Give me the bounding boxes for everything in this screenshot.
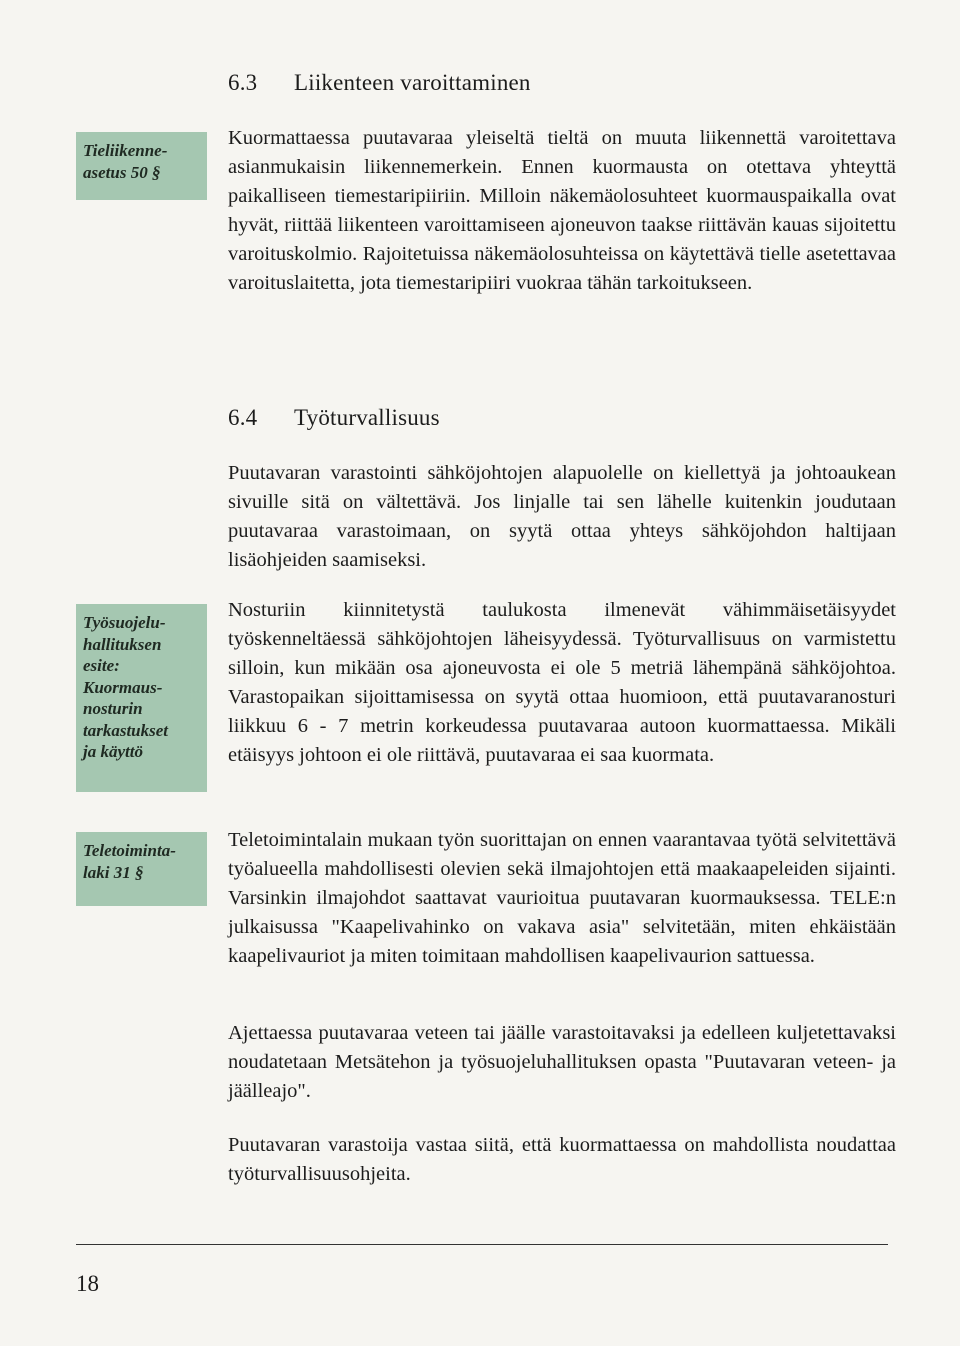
margin-note-line: ja käyttö (83, 742, 143, 761)
margin-note-line: asetus 50 § (83, 162, 161, 182)
section-number: 6.4 (228, 405, 258, 430)
paragraph-telecom-cables: Teletoimintalain mukaan työn suorittajan on ennen vaarantavaa työtä selvitettävä työalueella mahdollisesti olevien sekä ilmajohtojen että maakaapeleiden sijainti. Varsinkin ilmajohdot saattavat vaurioitua puutavaran kuormauksessa. TELE:n julkaisussa "Kaapelivahinko on vakava asia" selvitetään, miten ehkäistään kaapelivauriot ja miten toimitaan mahdollisen kaapelivaurion sattuessa. (228, 829, 896, 967)
margin-note-line: laki 31 § (83, 862, 144, 882)
margin-note-line: Kuormaus- (83, 677, 163, 697)
section-heading-6-3 (228, 70, 531, 96)
paragraph-storer-responsibility: Puutavaran varastoija vastaa siitä, että kuormattaessa on mahdollista noudattaa työturvallisuusohjeita. (228, 1134, 896, 1185)
section-heading-6-4 (228, 405, 440, 431)
section-title-text: Työturvallisuus (294, 405, 440, 430)
margin-note-safety-brochure (76, 604, 207, 792)
section-number: 6.3 (228, 70, 258, 95)
margin-note-line: Työsuojelu- (83, 613, 166, 632)
footer-rule (76, 1244, 888, 1245)
margin-note-line: esite: (83, 656, 120, 675)
margin-note-line: nosturin (83, 699, 143, 718)
paragraph-traffic-warning: Kuormattaessa puutavaraa yleiseltä tieltä on muuta liikennettä varoitettava asianmukaisin liikennemerkein. Ennen kuormausta on otettava yhteyttä paikalliseen tiemestaripiiriin. Milloin näkemäolosuhteet kuormauspaikalla ovat hyvät, riittää liikenteen varoittamiseen ajoneuvon taakse riittävän kauas sijoitettu varoituskolmio. Rajoitetuissa näkemäolosuhteissa on käytettävä tielle asetettavaa varoituslaitetta, jota tiemestaripiiri vuokraa tähän tarkoitukseen. (228, 127, 896, 294)
margin-note-line: Tieliikenne- (83, 141, 168, 160)
margin-note-telecom-act (76, 832, 207, 906)
paragraph-power-lines-storage: Puutavaran varastointi sähköjohtojen alapuolelle on kiellettyä ja johtoaukean sivuille sitä on vältettävä. Jos linjalle tai sen lähelle kuitenkin joudutaan puutavaraa varastoimaan, on syytä ottaa yhteys sähköjohdon haltijaan lisäohjeiden saamiseksi. (228, 462, 896, 571)
paragraph-water-ice-transport: Ajettaessa puutavaraa veteen tai jäälle varastoitavaksi ja edelleen kuljetettavaksi noudatetaan Metsätehon ja työsuojeluhallituksen opasta "Puutavaran veteen- ja jäälleajo". (228, 1022, 896, 1102)
page-number: 18 (76, 1271, 99, 1296)
margin-note-line: tarkastukset (83, 720, 169, 740)
section-title-text: Liikenteen varoittaminen (294, 70, 531, 95)
margin-note-line: hallituksen (83, 634, 162, 654)
paragraph-crane-distances: Nosturiin kiinnitetystä taulukosta ilmenevät vähimmäisetäisyydet työskenneltäessä sähköjohtojen läheisyydessä. Työturvallisuus on varmistettu silloin, kun mikään osa ajoneuvosta ei ole 5 metriä lähempänä sähköjohtoa. Varastopaikan sijoittamisessa on syytä ottaa huomioon, että puutavaranosturi liikkuu 6 - 7 metrin korkeudessa puutavaraa autoon kuormattaessa. Mikäli etäisyys johtoon ei ole riittävä, puutavaraa ei saa kuormata. (228, 599, 896, 766)
margin-note-road-traffic-decree (76, 132, 207, 200)
margin-note-line: Teletoiminta- (83, 841, 176, 860)
